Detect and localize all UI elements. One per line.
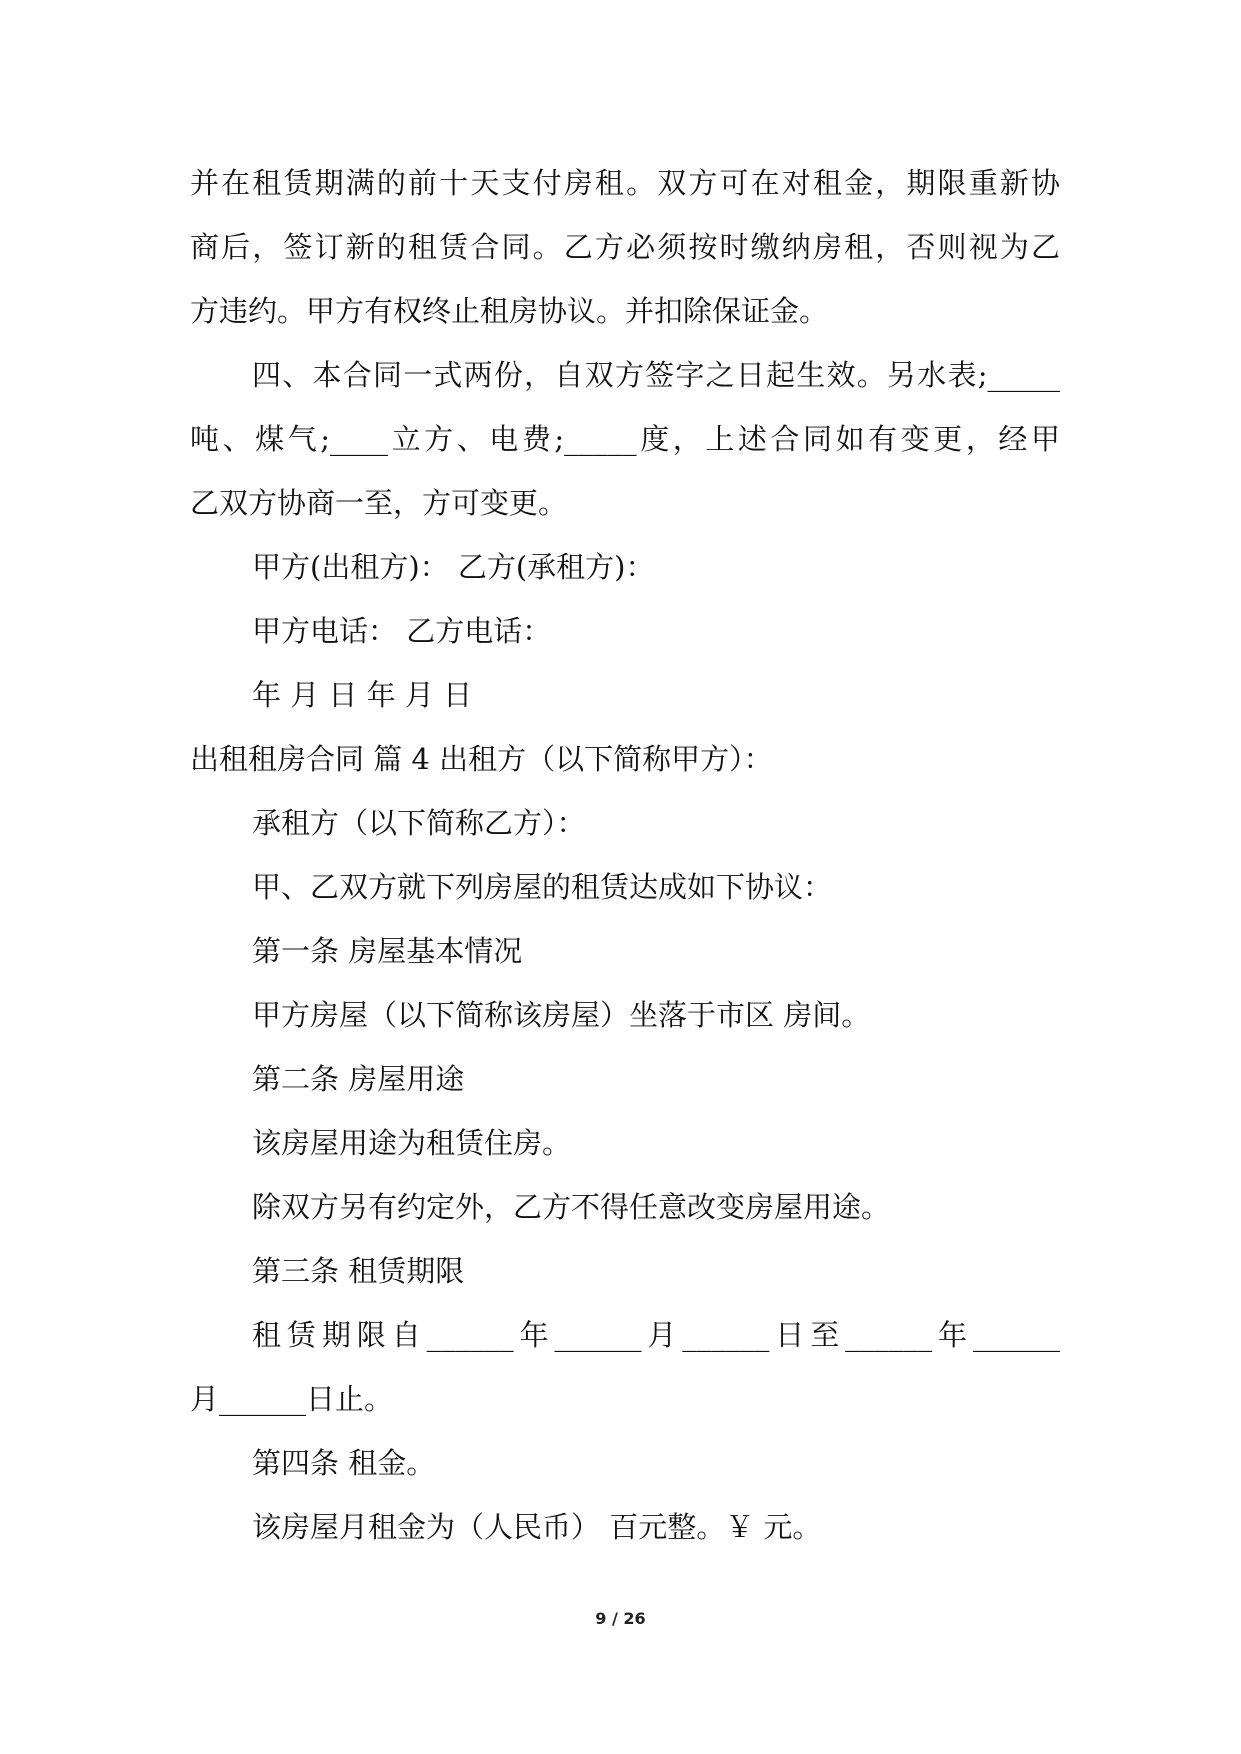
text-line-4: 四、本合同一式两份，自双方签字之日起生效。另水表;_____ — [252, 358, 1060, 392]
text-line-19: 租赁期限自______年______月______日至______年______ — [252, 1318, 1060, 1352]
signature-parties-line: 甲方(出租方)： 乙方(承租方)： — [252, 550, 655, 584]
text-line-16: 该房屋用途为租赁住房。 — [252, 1126, 572, 1160]
text-line-17: 除双方另有约定外，乙方不得任意改变房屋用途。 — [252, 1190, 891, 1224]
text-line-12: 甲、乙双方就下列房屋的租赁达成如下协议： — [252, 870, 833, 904]
article-3-title: 第三条 租赁期限 — [252, 1254, 465, 1288]
text-line-1: 并在租赁期满的前十天支付房租。双方可在对租金，期限重新协 — [190, 166, 1060, 200]
text-line-5: 吨、煤气;____立方、电费;_____度，上述合同如有变更，经甲 — [190, 422, 1060, 456]
text-line-6: 乙双方协商一至，方可变更。 — [190, 486, 568, 520]
article-4-title: 第四条 租金。 — [252, 1446, 436, 1480]
phone-line: 甲方电话： 乙方电话： — [252, 614, 552, 648]
date-line: 年 月 日 年 月 日 — [252, 678, 473, 712]
contract-heading-line: 出租租房合同 篇 4 出租方（以下简称甲方）： — [190, 742, 773, 776]
text-line-22: 该房屋月租金为（人民币） 百元整。￥ 元。 — [252, 1510, 822, 1544]
page-number: 9 / 26 — [595, 1609, 646, 1628]
text-line-11: 承租方（以下简称乙方）： — [252, 806, 586, 840]
text-line-3: 方违约。甲方有权终止租房协议。并扣除保证金。 — [190, 294, 829, 328]
text-line-2: 商后，签订新的租赁合同。乙方必须按时缴纳房租，否则视为乙 — [190, 230, 1060, 264]
article-2-title: 第二条 房屋用途 — [252, 1062, 465, 1096]
article-1-title: 第一条 房屋基本情况 — [252, 934, 523, 968]
text-line-20: 月______日止。 — [190, 1382, 394, 1416]
text-line-14: 甲方房屋（以下简称该房屋）坐落于市区 房间。 — [252, 998, 871, 1032]
